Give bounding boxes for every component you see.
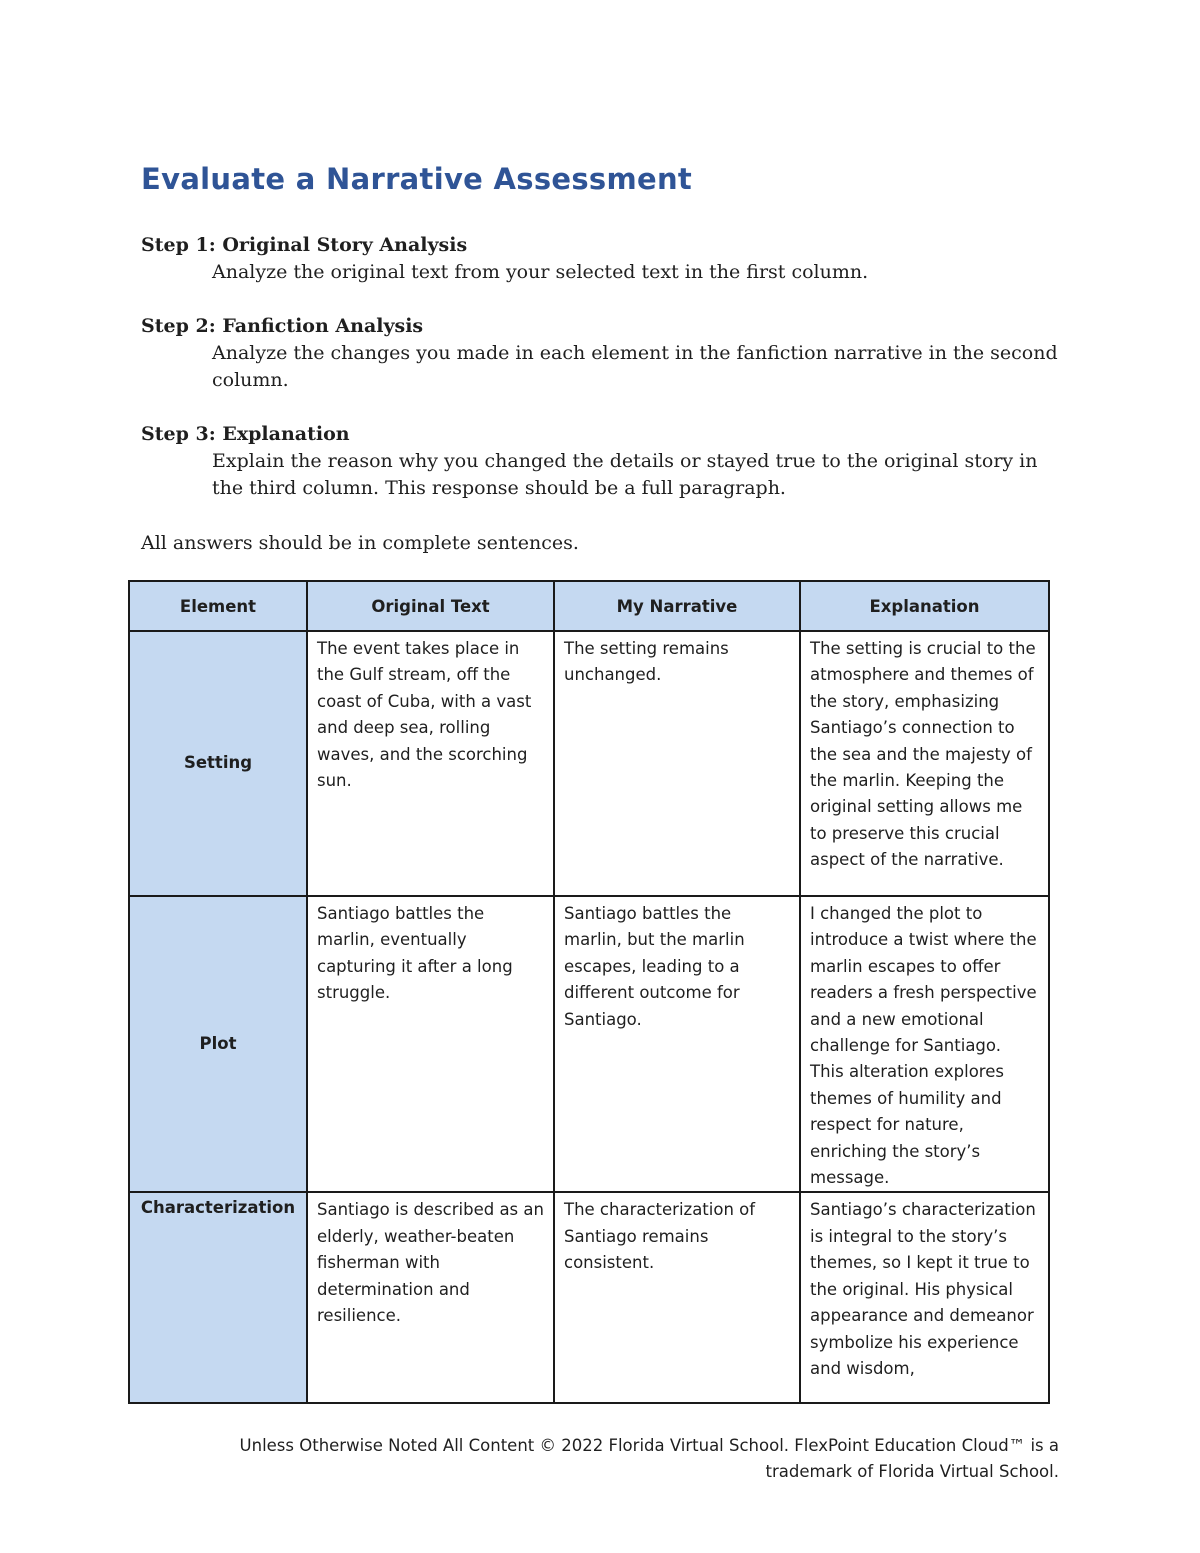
step-2-text: Analyze the changes you made in each element in the fanfiction narrative in the second column. <box>212 342 1058 391</box>
step-3-heading: Step 3: Explanation <box>141 423 350 445</box>
cell-narrative-characterization: The characterization of Santiago remains consistent. <box>554 1192 800 1403</box>
header-explanation: Explanation <box>800 581 1049 631</box>
header-original-text: Original Text <box>307 581 554 631</box>
cell-explanation-characterization: Santiago’s characterization is integral to the story’s themes, so I kept it true to the original. His physical appearance and demeanor symbolize his experience and wisdom, <box>800 1192 1049 1403</box>
row-label-plot: Plot <box>129 896 307 1192</box>
step-2 <box>141 313 1061 394</box>
step-3 <box>141 421 1061 502</box>
steps-section <box>141 232 1061 529</box>
step-1 <box>141 232 1061 286</box>
step-3-text: Explain the reason why you changed the details or stayed true to the original story in the third column. This response should be a full paragraph. <box>212 450 1038 499</box>
footer-copyright: Unless Otherwise Noted All Content © 2022 Florida Virtual School. FlexPoint Education Cloud™ is a trademark of Florida Virtual School. <box>239 1436 1059 1481</box>
narrative-table <box>128 580 1050 1404</box>
cell-explanation-setting: The setting is crucial to the atmosphere and themes of the story, emphasizing Santiago’s connection to the sea and the majesty of the marlin. Keeping the original setting allows me to preserve this crucial aspect of the narrative. <box>800 631 1049 896</box>
cell-original-characterization: Santiago is described as an elderly, weather-beaten fisherman with determination and resilience. <box>307 1192 554 1403</box>
page-title: Evaluate a Narrative Assessment <box>141 162 693 196</box>
row-label-characterization: Characterization <box>129 1192 307 1403</box>
cell-original-setting: The event takes place in the Gulf stream, off the coast of Cuba, with a vast and deep sea, rolling waves, and the scorching sun. <box>307 631 554 896</box>
header-element: Element <box>129 581 307 631</box>
header-my-narrative: My Narrative <box>554 581 800 631</box>
cell-original-plot: Santiago battles the marlin, eventually capturing it after a long struggle. <box>307 896 554 1192</box>
cell-explanation-plot: I changed the plot to introduce a twist where the marlin escapes to offer readers a fresh perspective and a new emotional challenge for Santiago. This alteration explores themes of humility and respect for nature, enriching the story’s message. <box>800 896 1049 1192</box>
table-row-characterization <box>129 1192 1049 1403</box>
cell-narrative-plot: Santiago battles the marlin, but the marlin escapes, leading to a different outcome for Santiago. <box>554 896 800 1192</box>
table-row-setting <box>129 631 1049 896</box>
table-row-plot <box>129 896 1049 1192</box>
step-2-heading: Step 2: Fanfiction Analysis <box>141 315 424 337</box>
cell-narrative-setting: The setting remains unchanged. <box>554 631 800 896</box>
step-1-heading: Step 1: Original Story Analysis <box>141 234 468 256</box>
instructions-note: All answers should be in complete sentences. <box>141 532 579 554</box>
table-header-row <box>129 581 1049 631</box>
step-1-text: Analyze the original text from your selected text in the first column. <box>212 261 869 283</box>
row-label-setting: Setting <box>129 631 307 896</box>
